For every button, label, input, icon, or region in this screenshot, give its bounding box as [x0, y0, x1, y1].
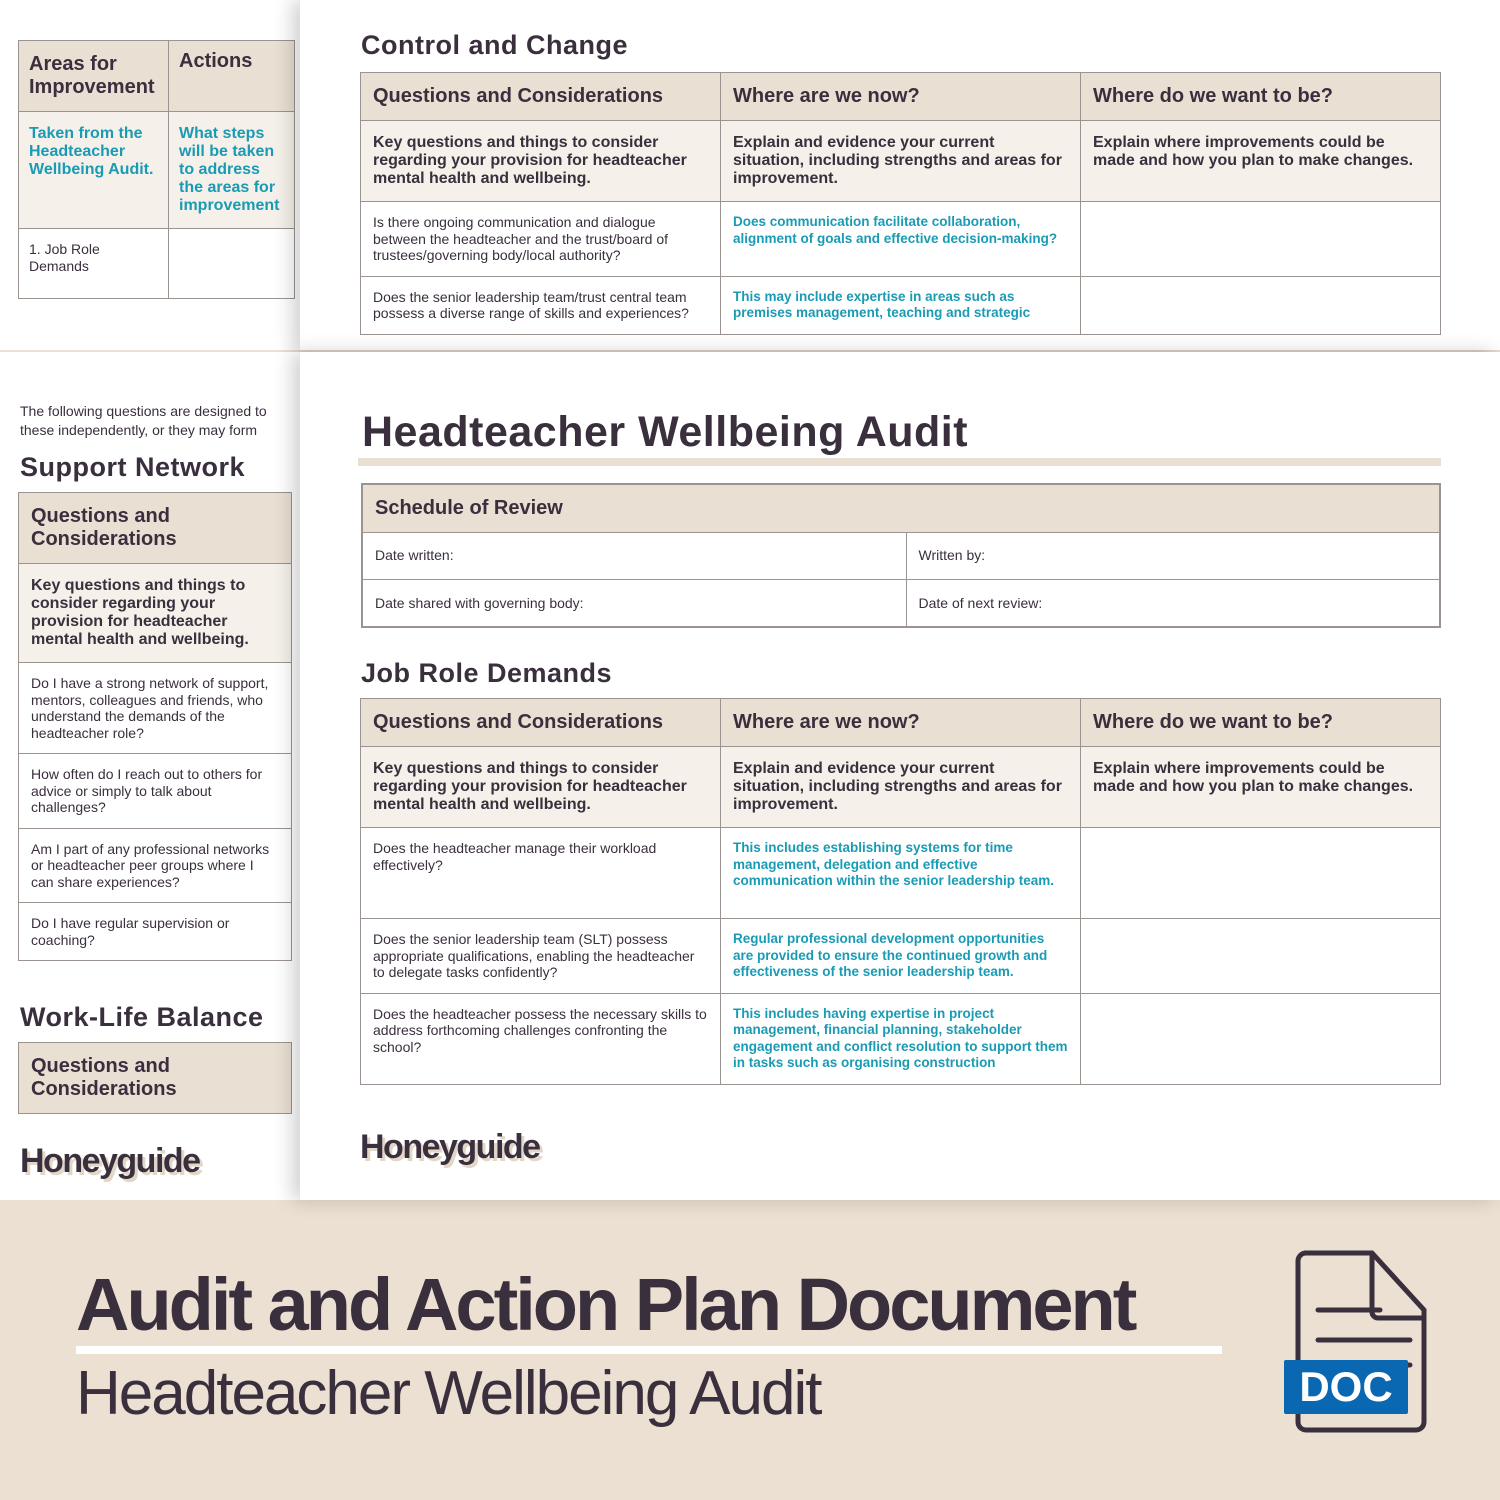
improvement-cell[interactable]	[1081, 276, 1441, 334]
intro-line-2: these independently, or they may form	[20, 422, 258, 438]
subheader-now: Explain and evidence your current situation, including strengths and areas for improvement.	[721, 747, 1081, 828]
subheader-row	[361, 121, 1441, 202]
work-life-table	[18, 1042, 292, 1114]
question-cell: How often do I reach out to others for advice or simply to talk about challenges?	[19, 754, 292, 829]
job-role-table	[360, 698, 1441, 1085]
control-change-table	[360, 72, 1441, 335]
improvement-cell[interactable]	[1081, 919, 1441, 994]
schedule-table	[361, 483, 1441, 628]
section-title: Job Role Demands	[361, 658, 613, 688]
question-cell: Does the headteacher manage their workload effectively?	[361, 828, 721, 919]
header-questions: Questions and Considerations	[361, 73, 721, 121]
header-row	[361, 699, 1441, 747]
subheader-now: Explain and evidence your current situation, including strengths and areas for improvement.	[721, 121, 1081, 202]
header-want: Where do we want to be?	[1081, 73, 1441, 121]
header-row	[19, 493, 292, 564]
honeyguide-logo: Honeyguide	[20, 1142, 200, 1180]
question-cell: Am I part of any professional networks or headteacher peer groups where I can share experiences?	[19, 828, 292, 903]
subheader-row	[19, 564, 292, 663]
header-want: Where do we want to be?	[1081, 699, 1441, 747]
question-cell: Does the senior leadership team/trust central team possess a diverse range of skills and experiences?	[361, 276, 721, 334]
improvement-cell[interactable]	[1081, 828, 1441, 919]
banner-title: Audit and Action Plan Document	[76, 1263, 1135, 1346]
next-review-field[interactable]: Date of next review:	[906, 579, 1440, 627]
action-cell[interactable]	[169, 229, 295, 299]
table-row	[361, 993, 1441, 1084]
table-row	[19, 663, 292, 754]
header-questions: Questions and Considerations	[19, 493, 292, 564]
honeyguide-logo: Honeyguide	[360, 1128, 540, 1166]
subheader-questions: Key questions and things to consider regarding your provision for headteacher mental health and wellbeing.	[361, 747, 721, 828]
header-now: Where are we now?	[721, 73, 1081, 121]
doc-file-icon	[1284, 1250, 1429, 1435]
date-written-field[interactable]: Date written:	[362, 532, 906, 579]
page-title: Headteacher Wellbeing Audit	[362, 408, 969, 456]
table-row	[19, 828, 292, 903]
table-row	[19, 903, 292, 961]
banner-divider	[76, 1346, 1222, 1354]
main-audit-page	[300, 352, 1500, 1200]
support-network-table	[18, 492, 292, 961]
intro-line-1: The following questions are designed to	[20, 403, 267, 419]
current-situation-cell[interactable]: This includes establishing systems for time management, delegation and effective communication within the senior leadership team.	[721, 828, 1081, 919]
doc-badge: DOC	[1284, 1360, 1408, 1414]
subheader-want: Explain where improvements could be made and how you plan to make changes.	[1081, 121, 1441, 202]
question-cell: Does the headteacher possess the necessary skills to address forthcoming challenges confronting the school?	[361, 993, 721, 1084]
banner-subtitle: Headteacher Wellbeing Audit	[76, 1359, 821, 1428]
question-cell: Is there ongoing communication and dialogue between the headteacher and the trust/board of trustees/governing body/local authority?	[361, 202, 721, 277]
current-situation-cell[interactable]: Does communication facilitate collaboration, alignment of goals and effective decision-making?	[721, 202, 1081, 277]
header-questions: Questions and Considerations	[361, 699, 721, 747]
header-areas: Areas for Improvement	[19, 41, 169, 112]
header-now: Where are we now?	[721, 699, 1081, 747]
area-cell: 1. Job Role Demands	[19, 229, 169, 299]
current-situation-cell[interactable]: This may include expertise in areas such as premises management, teaching and strategic	[721, 276, 1081, 334]
question-cell: Do I have regular supervision or coaching?	[19, 903, 292, 961]
control-change-page	[300, 0, 1500, 350]
sub-actions: What steps will be taken to address the areas for improvement	[169, 112, 295, 229]
table-row	[19, 754, 292, 829]
section-title: Control and Change	[361, 30, 628, 60]
written-by-field[interactable]: Written by:	[906, 532, 1440, 579]
title-underline	[358, 458, 1441, 466]
subheader-want: Explain where improvements could be made and how you plan to make changes.	[1081, 747, 1441, 828]
header-row	[361, 73, 1441, 121]
subheader-row	[361, 747, 1441, 828]
table-row	[361, 202, 1441, 277]
subheader-questions: Key questions and things to consider regarding your provision for headteacher mental health and wellbeing.	[19, 564, 292, 663]
section-title-2: Work-Life Balance	[20, 1002, 264, 1032]
improvement-cell[interactable]	[1081, 993, 1441, 1084]
current-situation-cell[interactable]: This includes having expertise in project management, financial planning, stakeholder engagement and conflict resolution to support them in tasks such as organising construction	[721, 993, 1081, 1084]
question-cell: Does the senior leadership team (SLT) possess appropriate qualifications, enabling the headteacher to delegate tasks confidently?	[361, 919, 721, 994]
schedule-header: Schedule of Review	[362, 484, 1440, 532]
header-questions: Questions and Considerations	[19, 1043, 292, 1114]
sub-areas: Taken from the Headteacher Wellbeing Audit.	[19, 112, 169, 229]
current-situation-cell[interactable]: Regular professional development opportunities are provided to ensure the continued growth and effectiveness of the senior leadership team.	[721, 919, 1081, 994]
section-title: Support Network	[20, 452, 246, 482]
table-row	[361, 919, 1441, 994]
date-shared-field[interactable]: Date shared with governing body:	[362, 579, 906, 627]
support-network-page	[0, 352, 300, 1200]
action-plan-table	[18, 40, 295, 299]
question-cell: Do I have a strong network of support, mentors, colleagues and friends, who understand the demands of the headteacher role?	[19, 663, 292, 754]
header-actions: Actions	[169, 41, 295, 112]
subheader-questions: Key questions and things to consider regarding your provision for headteacher mental health and wellbeing.	[361, 121, 721, 202]
table-row	[361, 276, 1441, 334]
action-plan-page	[0, 0, 300, 350]
improvement-cell[interactable]	[1081, 202, 1441, 277]
table-row	[361, 828, 1441, 919]
